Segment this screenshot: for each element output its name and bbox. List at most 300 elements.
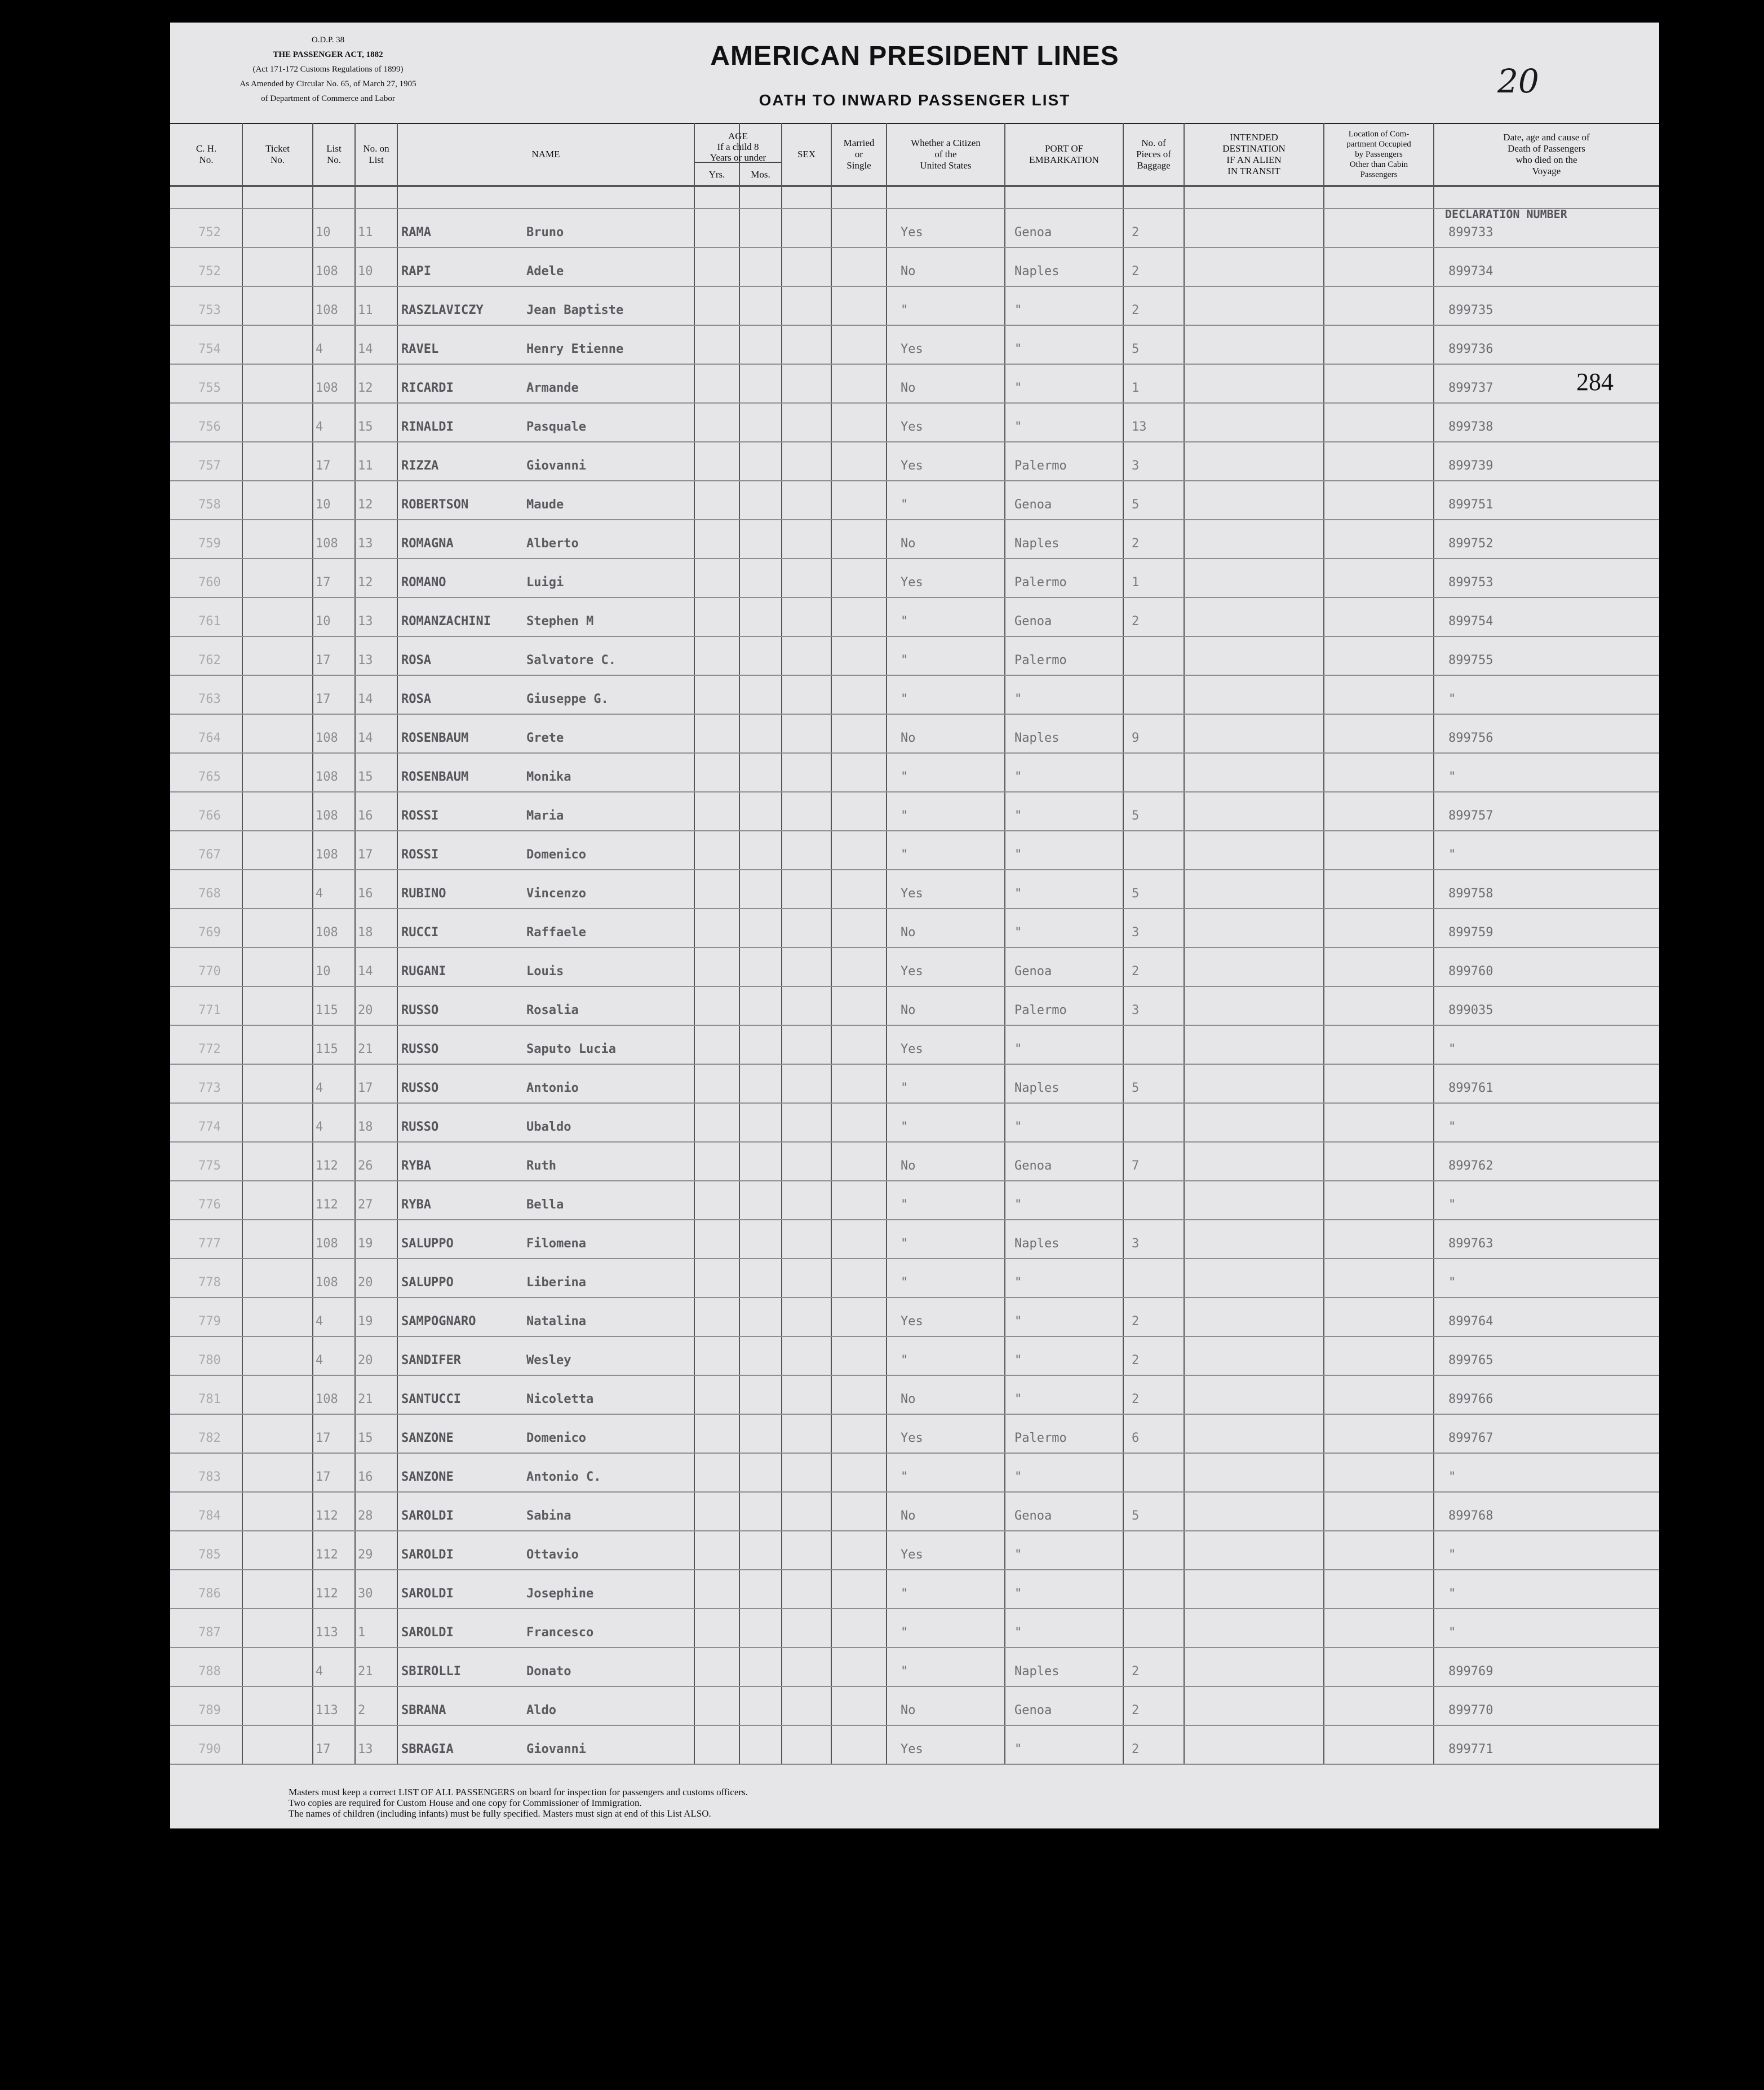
declaration-cell: 899754 xyxy=(1448,614,1493,628)
list-no-cell: 108 xyxy=(316,731,338,745)
port-cell: " xyxy=(1014,1626,1022,1640)
ch-no-cell: 786 xyxy=(198,1587,221,1601)
declaration-cell: " xyxy=(1448,1198,1456,1212)
declaration-cell: " xyxy=(1448,1548,1456,1562)
col-header-port: PORT OF EMBARKATION xyxy=(1029,143,1099,165)
given-name-cell: Monika xyxy=(526,770,571,784)
given-name-cell: Filomena xyxy=(526,1237,586,1251)
baggage-cell: 5 xyxy=(1132,498,1140,512)
given-name-cell: Wesley xyxy=(526,1353,571,1367)
surname-cell: RUSSO xyxy=(401,1120,439,1134)
port-cell: Naples xyxy=(1014,537,1060,551)
list-no-cell: 113 xyxy=(316,1626,338,1640)
ch-no-cell: 780 xyxy=(198,1353,221,1367)
surname-cell: SBRAGIA xyxy=(401,1742,454,1756)
surname-cell: ROSA xyxy=(401,692,431,706)
port-cell: Naples xyxy=(1014,1237,1060,1251)
ch-no-cell: 752 xyxy=(198,225,221,240)
list-no-cell: 4 xyxy=(316,420,323,434)
table-row xyxy=(170,1725,1659,1764)
col-header-death: Date, age and cause of Death of Passengers who died on the Voyage xyxy=(1503,132,1590,176)
ch-no-cell: 763 xyxy=(198,692,221,706)
no-on-list-cell: 14 xyxy=(358,964,373,978)
ch-no-cell: 761 xyxy=(198,614,221,628)
given-name-cell: Maude xyxy=(526,498,564,512)
declaration-cell: 899735 xyxy=(1448,303,1493,317)
given-name-cell: Vincenzo xyxy=(526,887,586,901)
surname-cell: ROMANO xyxy=(401,575,446,590)
given-name-cell: Louis xyxy=(526,964,564,978)
baggage-cell: 3 xyxy=(1132,926,1140,940)
surname-cell: SAROLDI xyxy=(401,1626,454,1640)
baggage-cell: 2 xyxy=(1132,1664,1140,1679)
ch-no-cell: 758 xyxy=(198,498,221,512)
port-cell: Naples xyxy=(1014,731,1060,745)
given-name-cell: Maria xyxy=(526,809,564,823)
table-row xyxy=(170,636,1659,675)
port-cell: " xyxy=(1014,1742,1022,1756)
surname-cell: ROBERTSON xyxy=(401,498,469,512)
form-act-detail: (Act 171-172 Customs Regulations of 1899) xyxy=(252,65,404,74)
no-on-list-cell: 15 xyxy=(358,770,373,784)
citizen-cell: No xyxy=(901,731,916,745)
col-header-ch-no: C. H. No. xyxy=(196,143,217,165)
given-name-cell: Henry Etienne xyxy=(526,342,624,356)
given-name-cell: Stephen M xyxy=(526,614,594,628)
citizen-cell: No xyxy=(901,1003,916,1017)
no-on-list-cell: 19 xyxy=(358,1237,373,1251)
given-name-cell: Antonio C. xyxy=(526,1470,601,1484)
given-name-cell: Rosalia xyxy=(526,1003,579,1017)
declaration-cell: 899760 xyxy=(1448,964,1493,978)
declaration-cell: " xyxy=(1448,1626,1456,1640)
port-cell: " xyxy=(1014,420,1022,434)
surname-cell: ROSA xyxy=(401,653,431,667)
list-no-cell: 4 xyxy=(316,342,323,356)
list-no-cell: 4 xyxy=(316,1664,323,1679)
port-cell: " xyxy=(1014,1392,1022,1406)
list-no-cell: 115 xyxy=(316,1003,338,1017)
declaration-cell: 899763 xyxy=(1448,1237,1493,1251)
declaration-cell: 899738 xyxy=(1448,420,1493,434)
no-on-list-cell: 18 xyxy=(358,1120,373,1134)
declaration-cell: " xyxy=(1448,770,1456,784)
no-on-list-cell: 14 xyxy=(358,731,373,745)
no-on-list-cell: 13 xyxy=(358,653,373,667)
given-name-cell: Liberina xyxy=(526,1276,586,1290)
list-no-cell: 108 xyxy=(316,770,338,784)
ch-no-cell: 752 xyxy=(198,264,221,278)
given-name-cell: Salvatore C. xyxy=(526,653,616,667)
list-no-cell: 108 xyxy=(316,1276,338,1290)
list-no-cell: 17 xyxy=(316,1431,331,1445)
citizen-cell: " xyxy=(901,1237,908,1251)
citizen-cell: Yes xyxy=(901,1742,923,1756)
citizen-cell: No xyxy=(901,1392,916,1406)
table-row xyxy=(170,675,1659,714)
citizen-cell: No xyxy=(901,926,916,940)
surname-cell: RAMA xyxy=(401,225,431,240)
surname-cell: RASZLAVICZY xyxy=(401,303,484,317)
no-on-list-cell: 16 xyxy=(358,809,373,823)
col-header-age-yrs: Yrs. xyxy=(708,169,725,180)
surname-cell: SANZONE xyxy=(401,1470,454,1484)
baggage-cell: 6 xyxy=(1132,1431,1140,1445)
col-header-no-on-list: No. on List xyxy=(363,143,389,165)
baggage-cell: 5 xyxy=(1132,1081,1140,1095)
no-on-list-cell: 18 xyxy=(358,926,373,940)
port-cell: " xyxy=(1014,1548,1022,1562)
surname-cell: RICARDI xyxy=(401,381,454,395)
baggage-cell: 1 xyxy=(1132,381,1140,395)
surname-cell: RYBA xyxy=(401,1198,431,1212)
given-name-cell: Natalina xyxy=(526,1314,586,1329)
declaration-cell: " xyxy=(1448,1587,1456,1601)
port-cell: Genoa xyxy=(1014,1509,1052,1523)
given-name-cell: Giovanni xyxy=(526,1742,586,1756)
table-row xyxy=(170,1609,1659,1648)
port-cell: Genoa xyxy=(1014,498,1052,512)
declaration-cell: " xyxy=(1448,1120,1456,1134)
port-cell: " xyxy=(1014,1276,1022,1290)
table-row xyxy=(170,1531,1659,1570)
form-act: THE PASSENGER ACT, 1882 xyxy=(273,50,383,59)
ch-no-cell: 777 xyxy=(198,1237,221,1251)
table-row xyxy=(170,403,1659,442)
table-row xyxy=(170,1414,1659,1453)
citizen-cell: Yes xyxy=(901,575,923,590)
col-header-baggage: No. of Pieces of Baggage xyxy=(1136,138,1171,171)
port-cell: " xyxy=(1014,1353,1022,1367)
list-no-cell: 115 xyxy=(316,1042,338,1056)
surname-cell: RYBA xyxy=(401,1159,431,1173)
surname-cell: RAVEL xyxy=(401,342,439,356)
surname-cell: ROSSI xyxy=(401,809,439,823)
no-on-list-cell: 21 xyxy=(358,1392,373,1406)
declaration-cell: 899737 xyxy=(1448,381,1493,395)
given-name-cell: Domenico xyxy=(526,848,586,862)
given-name-cell: Alberto xyxy=(526,537,579,551)
given-name-cell: Raffaele xyxy=(526,926,586,940)
document-title: AMERICAN PRESIDENT LINES xyxy=(710,41,1119,71)
declaration-cell: 899739 xyxy=(1448,459,1493,473)
no-on-list-cell: 28 xyxy=(358,1509,373,1523)
ch-no-cell: 765 xyxy=(198,770,221,784)
table-row xyxy=(170,947,1659,986)
page-number: 20 xyxy=(1497,62,1539,100)
no-on-list-cell: 21 xyxy=(358,1042,373,1056)
no-on-list-cell: 11 xyxy=(358,303,373,317)
no-on-list-cell: 11 xyxy=(358,459,373,473)
table-row xyxy=(170,597,1659,636)
port-cell: " xyxy=(1014,1470,1022,1484)
given-name-cell: Armande xyxy=(526,381,579,395)
ch-no-cell: 769 xyxy=(198,926,221,940)
declaration-cell: 899757 xyxy=(1448,809,1493,823)
ch-no-cell: 773 xyxy=(198,1081,221,1095)
declaration-cell: " xyxy=(1448,1042,1456,1056)
baggage-cell: 2 xyxy=(1132,1353,1140,1367)
given-name-cell: Domenico xyxy=(526,1431,586,1445)
citizen-cell: " xyxy=(901,1120,908,1134)
table-row xyxy=(170,1336,1659,1375)
citizen-cell: No xyxy=(901,1159,916,1173)
citizen-cell: No xyxy=(901,381,916,395)
table-row xyxy=(170,1570,1659,1609)
citizen-cell: " xyxy=(901,614,908,628)
citizen-cell: " xyxy=(901,653,908,667)
list-no-cell: 113 xyxy=(316,1703,338,1717)
port-cell: Genoa xyxy=(1014,225,1052,240)
declaration-cell: 899766 xyxy=(1448,1392,1493,1406)
col-header-ticket-no: Ticket No. xyxy=(265,143,290,165)
table-row xyxy=(170,325,1659,364)
table-row xyxy=(170,1025,1659,1064)
table-row xyxy=(170,1259,1659,1298)
no-on-list-cell: 17 xyxy=(358,1081,373,1095)
ch-no-cell: 779 xyxy=(198,1314,221,1329)
port-cell: Naples xyxy=(1014,1081,1060,1095)
table-row xyxy=(170,870,1659,909)
list-no-cell: 17 xyxy=(316,1742,331,1756)
table-row xyxy=(170,1453,1659,1492)
ch-no-cell: 753 xyxy=(198,303,221,317)
surname-cell: SANDIFER xyxy=(401,1353,461,1367)
col-header-citizen: Whether a Citizen of the United States xyxy=(911,138,981,171)
list-no-cell: 4 xyxy=(316,1120,323,1134)
list-no-cell: 4 xyxy=(316,887,323,901)
table-row xyxy=(170,1298,1659,1336)
footer-line-1: Masters must keep a correct LIST OF ALL PASSENGERS on board for inspection for passengers and customs officers. xyxy=(289,1787,748,1797)
surname-cell: SALUPPO xyxy=(401,1276,454,1290)
ch-no-cell: 754 xyxy=(198,342,221,356)
citizen-cell: Yes xyxy=(901,1042,923,1056)
ch-no-cell: 759 xyxy=(198,537,221,551)
surname-cell: ROSSI xyxy=(401,848,439,862)
baggage-cell: 2 xyxy=(1132,303,1140,317)
footer-line-2: Two copies are required for Custom House and one copy for Commissioner of Immigration. xyxy=(289,1797,642,1808)
citizen-cell: Yes xyxy=(901,887,923,901)
surname-cell: RUGANI xyxy=(401,964,446,978)
surname-cell: ROMAGNA xyxy=(401,537,454,551)
ch-no-cell: 782 xyxy=(198,1431,221,1445)
no-on-list-cell: 30 xyxy=(358,1587,373,1601)
list-no-cell: 4 xyxy=(316,1081,323,1095)
citizen-cell: " xyxy=(901,1198,908,1212)
baggage-cell: 2 xyxy=(1132,1742,1140,1756)
no-on-list-cell: 20 xyxy=(358,1276,373,1290)
list-no-cell: 112 xyxy=(316,1548,338,1562)
no-on-list-cell: 16 xyxy=(358,1470,373,1484)
declaration-cell: 899768 xyxy=(1448,1509,1493,1523)
no-on-list-cell: 14 xyxy=(358,342,373,356)
table-row xyxy=(170,481,1659,520)
port-cell: " xyxy=(1014,770,1022,784)
table-row xyxy=(170,792,1659,831)
table-row xyxy=(170,831,1659,870)
declaration-cell: 899767 xyxy=(1448,1431,1493,1445)
declaration-cell: 899770 xyxy=(1448,1703,1493,1717)
col-header-age: AGE If a child 8 Years or under xyxy=(710,131,766,163)
table-row xyxy=(170,753,1659,792)
given-name-cell: Ubaldo xyxy=(526,1120,571,1134)
ch-no-cell: 775 xyxy=(198,1159,221,1173)
citizen-cell: Yes xyxy=(901,420,923,434)
port-cell: " xyxy=(1014,1314,1022,1329)
no-on-list-cell: 27 xyxy=(358,1198,373,1212)
given-name-cell: Bruno xyxy=(526,225,564,240)
no-on-list-cell: 20 xyxy=(358,1353,373,1367)
citizen-cell: Yes xyxy=(901,1314,923,1329)
surname-cell: RUSSO xyxy=(401,1081,439,1095)
table-row xyxy=(170,364,1659,403)
declaration-cell: 899759 xyxy=(1448,926,1493,940)
surname-cell: ROSENBAUM xyxy=(401,731,469,745)
citizen-cell: No xyxy=(901,1703,916,1717)
no-on-list-cell: 14 xyxy=(358,692,373,706)
given-name-cell: Donato xyxy=(526,1664,571,1679)
passenger-list-sheet xyxy=(170,23,1659,1828)
port-cell: " xyxy=(1014,381,1022,395)
given-name-cell: Jean Baptiste xyxy=(526,303,624,317)
list-no-cell: 108 xyxy=(316,1237,338,1251)
stamp-number: 284 xyxy=(1576,368,1614,396)
list-no-cell: 4 xyxy=(316,1353,323,1367)
document-subtitle: OATH TO INWARD PASSENGER LIST xyxy=(759,91,1071,109)
baggage-cell: 2 xyxy=(1132,537,1140,551)
list-no-cell: 108 xyxy=(316,926,338,940)
given-name-cell: Bella xyxy=(526,1198,564,1212)
ch-no-cell: 772 xyxy=(198,1042,221,1056)
given-name-cell: Adele xyxy=(526,264,564,278)
surname-cell: RINALDI xyxy=(401,420,454,434)
declaration-cell: " xyxy=(1448,692,1456,706)
ch-no-cell: 760 xyxy=(198,575,221,590)
given-name-cell: Nicoletta xyxy=(526,1392,594,1406)
list-no-cell: 112 xyxy=(316,1198,338,1212)
list-no-cell: 108 xyxy=(316,1392,338,1406)
list-no-cell: 112 xyxy=(316,1509,338,1523)
table-row xyxy=(170,559,1659,597)
baggage-cell: 13 xyxy=(1132,420,1147,434)
passenger-table xyxy=(170,123,1659,1787)
port-cell: " xyxy=(1014,926,1022,940)
surname-cell: SANTUCCI xyxy=(401,1392,461,1406)
no-on-list-cell: 12 xyxy=(358,498,373,512)
port-cell: Naples xyxy=(1014,1664,1060,1679)
given-name-cell: Ottavio xyxy=(526,1548,579,1562)
baggage-cell: 5 xyxy=(1132,887,1140,901)
ch-no-cell: 764 xyxy=(198,731,221,745)
given-name-cell: Antonio xyxy=(526,1081,579,1095)
no-on-list-cell: 17 xyxy=(358,848,373,862)
form-amendment: As Amended by Circular No. 65, of March 27, 1905 xyxy=(240,79,416,88)
citizen-cell: " xyxy=(901,1276,908,1290)
table-row xyxy=(170,442,1659,481)
declaration-cell: 899758 xyxy=(1448,887,1493,901)
declaration-cell: " xyxy=(1448,1276,1456,1290)
table-row xyxy=(170,1220,1659,1259)
port-cell: Genoa xyxy=(1014,1159,1052,1173)
surname-cell: SAROLDI xyxy=(401,1587,454,1601)
surname-cell: SANZONE xyxy=(401,1431,454,1445)
baggage-cell: 5 xyxy=(1132,1509,1140,1523)
citizen-cell: " xyxy=(901,1626,908,1640)
citizen-cell: Yes xyxy=(901,964,923,978)
table-row xyxy=(170,986,1659,1025)
declaration-cell: 899771 xyxy=(1448,1742,1493,1756)
citizen-cell: No xyxy=(901,537,916,551)
table-row xyxy=(170,209,1659,247)
citizen-cell: " xyxy=(901,1081,908,1095)
no-on-list-cell: 29 xyxy=(358,1548,373,1562)
surname-cell: SBIROLLI xyxy=(401,1664,461,1679)
col-header-destination: INTENDED DESTINATION IF AN ALIEN IN TRANSIT xyxy=(1222,132,1286,176)
citizen-cell: " xyxy=(901,1587,908,1601)
baggage-cell: 2 xyxy=(1132,614,1140,628)
port-cell: Genoa xyxy=(1014,614,1052,628)
given-name-cell: Giovanni xyxy=(526,459,586,473)
declaration-cell: 899756 xyxy=(1448,731,1493,745)
no-on-list-cell: 12 xyxy=(358,381,373,395)
baggage-cell: 2 xyxy=(1132,1314,1140,1329)
declaration-cell: 899765 xyxy=(1448,1353,1493,1367)
list-no-cell: 108 xyxy=(316,381,338,395)
surname-cell: RUCCI xyxy=(401,926,439,940)
port-cell: " xyxy=(1014,887,1022,901)
given-name-cell: Grete xyxy=(526,731,564,745)
baggage-cell: 9 xyxy=(1132,731,1140,745)
ch-no-cell: 790 xyxy=(198,1742,221,1756)
citizen-cell: " xyxy=(901,848,908,862)
declaration-cell: 899035 xyxy=(1448,1003,1493,1017)
col-header-name: NAME xyxy=(531,149,560,160)
list-no-cell: 10 xyxy=(316,225,331,240)
baggage-cell: 3 xyxy=(1132,1237,1140,1251)
ch-no-cell: 755 xyxy=(198,381,221,395)
no-on-list-cell: 2 xyxy=(358,1703,366,1717)
list-no-cell: 17 xyxy=(316,575,331,590)
no-on-list-cell: 19 xyxy=(358,1314,373,1329)
table-row xyxy=(170,1142,1659,1181)
form-code: O.D.P. 38 xyxy=(311,36,345,45)
surname-cell: RUSSO xyxy=(401,1003,439,1017)
port-cell: Genoa xyxy=(1014,964,1052,978)
list-no-cell: 17 xyxy=(316,692,331,706)
baggage-cell: 3 xyxy=(1132,1003,1140,1017)
list-no-cell: 17 xyxy=(316,459,331,473)
no-on-list-cell: 1 xyxy=(358,1626,366,1640)
no-on-list-cell: 15 xyxy=(358,420,373,434)
no-on-list-cell: 26 xyxy=(358,1159,373,1173)
citizen-cell: " xyxy=(901,809,908,823)
col-header-list-no: List No. xyxy=(326,143,342,165)
declaration-cell: " xyxy=(1448,848,1456,862)
port-cell: Palermo xyxy=(1014,575,1067,590)
no-on-list-cell: 16 xyxy=(358,887,373,901)
baggage-cell: 7 xyxy=(1132,1159,1140,1173)
col-header-married: Married or Single xyxy=(843,138,875,171)
list-no-cell: 108 xyxy=(316,809,338,823)
port-cell: Genoa xyxy=(1014,1703,1052,1717)
citizen-cell: Yes xyxy=(901,1431,923,1445)
declaration-cell: 899764 xyxy=(1448,1314,1493,1329)
given-name-cell: Saputo Lucia xyxy=(526,1042,616,1056)
given-name-cell: Francesco xyxy=(526,1626,594,1640)
ch-no-cell: 789 xyxy=(198,1703,221,1717)
baggage-cell: 2 xyxy=(1132,964,1140,978)
declaration-cell: 899769 xyxy=(1448,1664,1493,1679)
